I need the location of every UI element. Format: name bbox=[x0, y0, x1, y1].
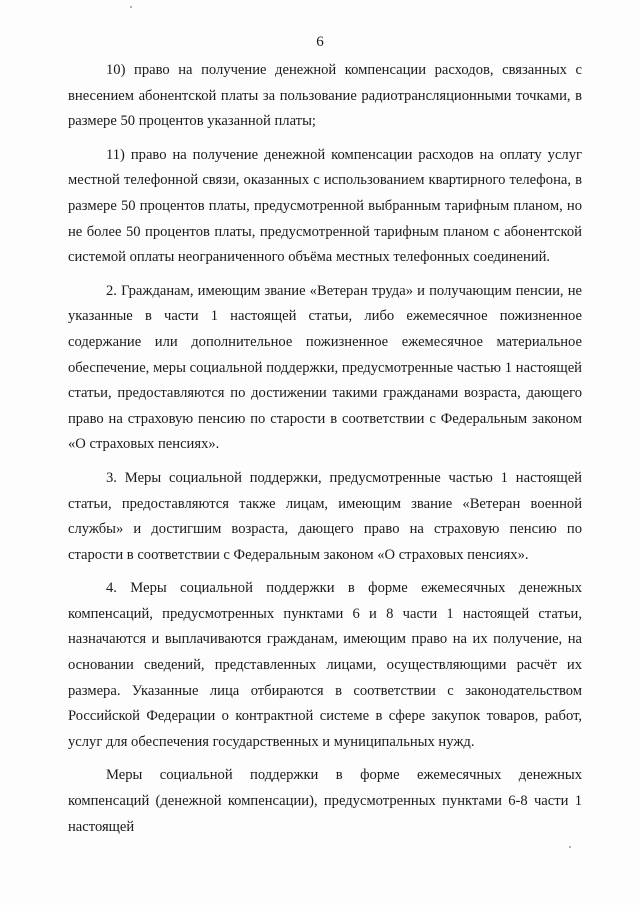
paragraph-continuation: Меры социальной поддержки в форме ежемесячных денежных компенсаций (денежной компенсации), предусмотренных пунктами 6-8 части 1 настоящей bbox=[68, 767, 582, 835]
paragraph-part-4: 4. Меры социальной поддержки в форме ежемесячных денежных компенсаций, предусмотренных пунктами 6 и 8 части 1 настоящей статьи, назначаются и выплачиваются гражданам, имеющим право на их получение, на основании сведений, представленных лицами, осуществляющими расчёт их размера. Указанные лица отбираются в соответствии с законодательством Российской Федерации о контрактной системе в сфере закупок товаров, работ, услуг для обеспечения государственных и муниципальных нужд. bbox=[68, 580, 582, 750]
scan-speck bbox=[130, 6, 132, 8]
paragraph-part-3: 3. Меры социальной поддержки, предусмотренные частью 1 настоящей статьи, предоставляются также лицам, имеющим звание «Ветеран военной службы» и достигшим возраста, дающего право на страховую пенсию по старости в соответствии с Федеральным законом «О страховых пенсиях». bbox=[68, 469, 582, 563]
page-number: 6 bbox=[316, 34, 324, 50]
paragraph-item-11: 11) право на получение денежной компенсации расходов на оплату услуг местной телефонной связи, оказанных с использованием квартирного телефона, в размере 50 процентов платы, предусмотренной выбранным тарифным планом, но не более 50 процентов платы, предусмотренной тарифным планом с абонентской системой оплаты неограниченного объёма местных телефонных соединений. bbox=[68, 146, 582, 266]
scan-speck bbox=[569, 846, 571, 848]
paragraph-part-2: 2. Гражданам, имеющим звание «Ветеран труда» и получающим пенсии, не указанные в части 1 настоящей статьи, либо ежемесячное пожизненное содержание или дополнительное пожизненное ежемесячное материальное обеспечение, меры социальной поддержки, предусмотренные частью 1 настоящей статьи, предоставляются по достижении такими гражданами возраста, дающего право на страховую пенсию по старости в соответствии с Федеральным законом «О страховых пенсиях». bbox=[68, 282, 582, 453]
document-body bbox=[68, 58, 582, 840]
paragraph-item-10: 10) право на получение денежной компенсации расходов, связанных с внесением абонентской платы за пользование радиотрансляционными точками, в размере 50 процентов указанной платы; bbox=[68, 62, 582, 130]
